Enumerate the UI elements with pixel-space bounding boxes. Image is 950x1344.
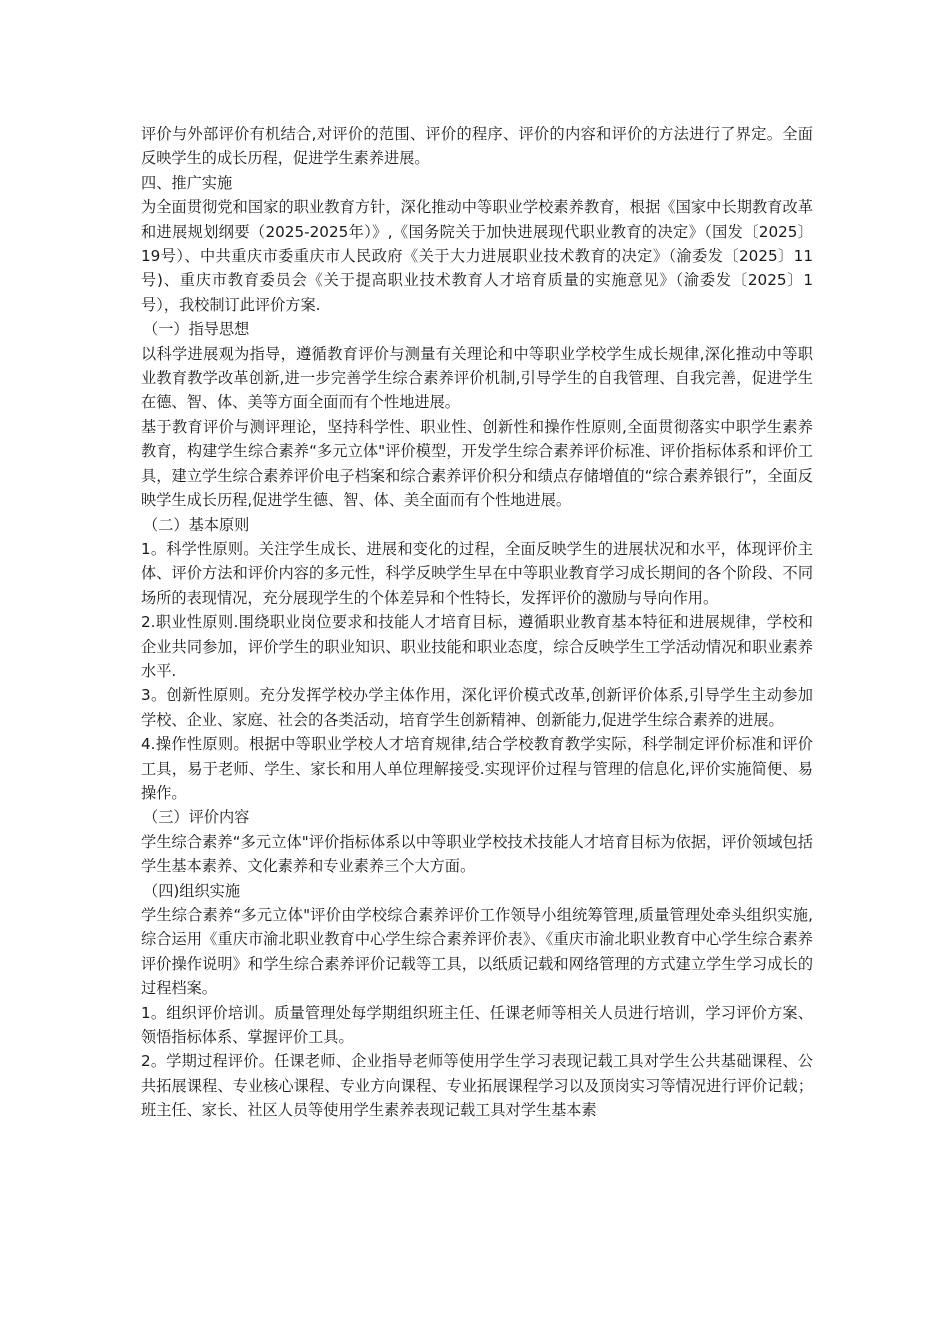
paragraph-principle-innovative: 3。创新性原则。充分发挥学校办学主体作用，深化评价模式改革,创新评价体系,引导学生主动参加学校、企业、家庭、社会的各类活动，培育学生创新精神、创新能力,促进学生综合素养的进展。	[141, 686, 813, 729]
paragraph-process-evaluation: 2。学期过程评价。任课老师、企业指导老师等使用学生学习表现记载工具对学生公共基础课程、公共拓展课程、专业核心课程、专业方向课程、专业拓展课程学习以及顶岗实习等情况进行评价记载；班主任、家长、社区人员等使用学生素养表现记载工具对学生基本素	[141, 1052, 813, 1120]
section-heading-promotion: 四、推广实施	[141, 173, 233, 192]
subheading-basic-principles: （二）基本原则	[143, 515, 250, 534]
paragraph-guiding-ideology: 以科学进展观为指导，遵循教育评价与测量有关理论和中等职业学校学生成长规律,深化推动中等职业教育教学改革创新,进一步完善学生综合素养评价机制,引导学生的自我管理、自我完善，促进学生在德、智、体、美等方面全面而有个性地进展。	[141, 344, 813, 412]
document-body	[141, 122, 813, 1123]
subheading-evaluation-content: （三）评价内容	[143, 808, 250, 827]
paragraph-evaluation-summary: 评价与外部评价有机结合,对评价的范围、评价的程序、评价的内容和评价的方法进行了界定。全面反映学生的成长历程，促进学生素养进展。	[141, 125, 813, 168]
subheading-guiding-ideology: （一）指导思想	[143, 320, 250, 339]
paragraph-training: 1。组织评价培训。质量管理处每学期组织班主任、任课老师等相关人员进行培训，学习评价方案、领悟指标体系、掌握评价工具。	[141, 1003, 813, 1047]
paragraph-principle-scientific: 1。科学性原则。关注学生成长、进展和变化的过程，全面反映学生的进展状况和水平，体现评价主体、评价方法和评价内容的多元性，科学反映学生早在中等职业教育学习成长期间的各个阶段、不同场所的表现情况，充分展现学生的个体差异和个性特长，发挥评价的激励与导向作用。	[141, 539, 813, 607]
paragraph-policy-basis: 为全面贯彻党和国家的职业教育方针，深化推动中等职业学校素养教育，根据《国家中长期教育改革和进展规划纲要（2025-2025年）》,《国务院关于加快进展现代职业教育的决定》（国发〔2025〕19号）、中共重庆市委重庆市人民政府《关于大力进展职业技术教育的决定》（渝委发〔2025〕11号)、重庆市教育委员会《关于提高职业技术教育人才培育质量的实施意见》（渝委发〔2025〕1号），我校制订此评价方案.	[141, 198, 813, 314]
paragraph-organization: 学生综合素养“多元立体"评价由学校综合素养评价工作领导小组统筹管理,质量管理处牵头组织实施,综合运用《重庆市渝北职业教育中心学生综合素养评价表》、《重庆市渝北职业教育中心学生综合素养评价操作说明》和学生综合素养评价记载等工具，以纸质记载和网络管理的方式建立学生学习成长的过程档案。	[141, 906, 813, 998]
paragraph-principle-operability: 4.操作性原则。根据中等职业学校人才培育规律,结合学校教育教学实际，科学制定评价标准和评价工具，易于老师、学生、家长和用人单位理解接受.实现评价过程与管理的信息化,评价实施简便、易操作。	[141, 735, 813, 802]
paragraph-principle-vocational: 2.职业性原则.围绕职业岗位要求和技能人才培育目标，遵循职业教育基本特征和进展规律，学校和企业共同参加，评价学生的职业知识、职业技能和职业态度，综合反映学生工学活动情况和职业素养水平.	[141, 613, 813, 680]
paragraph-evaluation-model: 基于教育评价与测评理论，坚持科学性、职业性、创新性和操作性原则,全面贯彻落实中职学生素养教育，构建学生综合素养“多元立体"评价模型，开发学生综合素养评价标准、评价指标体系和评价工具，建立学生综合素养评价电子档案和综合素养评价积分和绩点存储增值的“综合素养银行”，全面反映学生成长历程,促进学生德、智、体、美全面而有个性地进展。	[141, 417, 813, 510]
paragraph-evaluation-content: 学生综合素养“多元立体"评价指标体系以中等职业学校技术技能人才培育目标为依据，评价领域包括学生基本素养、文化素养和专业素养三个大方面。	[141, 832, 813, 876]
subheading-organization: （四)组织实施	[143, 881, 241, 900]
